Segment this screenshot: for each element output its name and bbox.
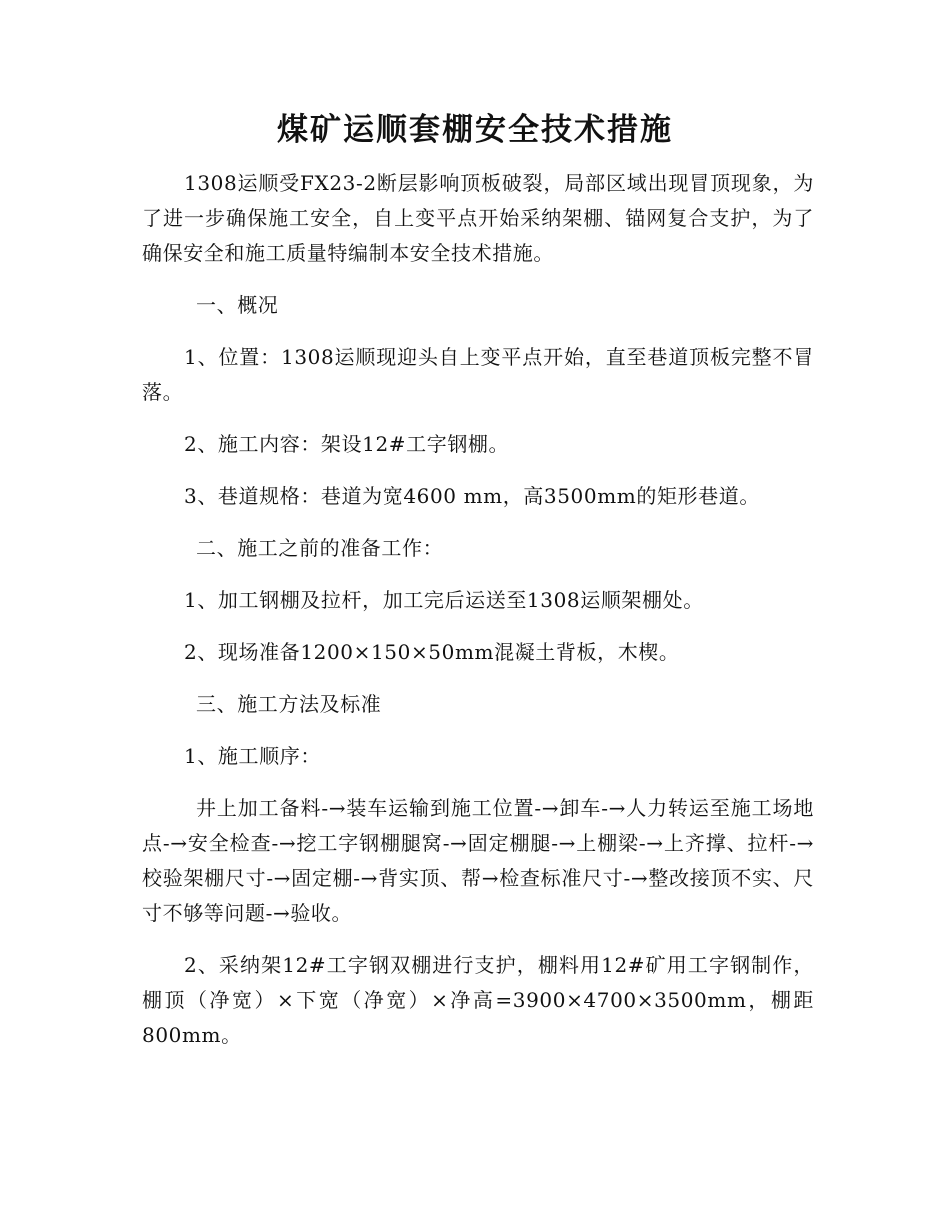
document-body [142, 166, 814, 1053]
section-heading-preparation: 二、施工之前的准备工作： [196, 536, 444, 560]
paragraph-construction-content: 2、施工内容：架设12#工字钢棚。 [184, 432, 510, 456]
paragraph-location: 1、位置：1308运顺现迎头自上变平点开始，直至巷道顶板完整不冒落。 [142, 345, 814, 404]
intro-paragraph: 1308运顺受FX23-2断层影响顶板破裂，局部区域出现冒顶现象，为了进一步确保施工安全，自上变平点开始采纳架棚、锚网复合支护，为了确保安全和施工质量特编制本安全技术措施。 [142, 171, 814, 265]
paragraph-sequence-heading: 1、施工顺序： [184, 744, 321, 768]
document-title: 煤矿运顺套棚安全技术措施 [277, 112, 673, 148]
paragraph-roadway-spec: 3、巷道规格：巷道为宽4600 mm，高3500mm的矩形巷道。 [184, 484, 760, 508]
paragraph-sequence-steps: 井上加工备料-→装车运输到施工位置-→卸车-→人力转运至施工场地点-→安全检查-→挖工字钢棚腿窝-→固定棚腿-→上棚梁-→上齐撑、拉杆-→校验架棚尺寸-→固定棚-→背实顶、帮→检查标准尺寸-→整改接顶不实、尺寸不够等问题-→验收。 [142, 796, 814, 925]
paragraph-prep-1: 1、加工钢棚及拉杆，加工完后运送至1308运顺架棚处。 [184, 588, 704, 612]
section-heading-methods: 三、施工方法及标准 [196, 692, 382, 716]
paragraph-prep-2: 2、现场准备1200×150×50mm混凝土背板，木楔。 [184, 640, 680, 664]
section-heading-overview: 一、概况 [196, 293, 279, 317]
paragraph-support-method: 2、采纳架12#工字钢双棚进行支护，棚料用12#矿用工字钢制作，棚顶（净宽）×下宽（净宽）×净高=3900×4700×3500mm，棚距800mm。 [142, 953, 814, 1047]
